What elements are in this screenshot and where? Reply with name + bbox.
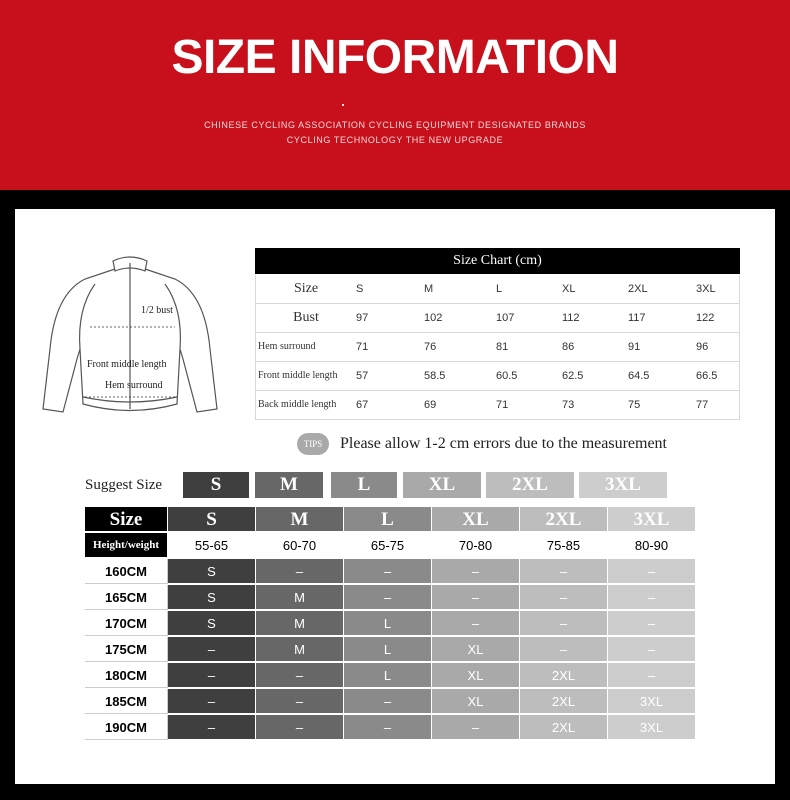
fit-cell: XL (432, 663, 520, 688)
size-column-header: L (344, 507, 432, 532)
size-column-header: S (168, 507, 256, 532)
fit-cell: – (344, 715, 432, 740)
fit-cell: – (256, 715, 344, 740)
size-chart-cell: 117 (628, 312, 646, 324)
fit-cell: 2XL (520, 689, 608, 714)
hem-label: Hem surround (105, 380, 163, 391)
fit-cell: – (432, 559, 520, 584)
front-length-label: Front middle length (87, 359, 167, 370)
size-chart-cell: XL (562, 283, 576, 295)
height-label: 190CM (85, 715, 168, 740)
fit-cell: – (432, 715, 520, 740)
size-chart-cell: 69 (424, 399, 437, 411)
size-chart-cell: 3XL (696, 283, 716, 295)
size-chart-cell: 107 (496, 312, 515, 324)
fit-cell: – (168, 715, 256, 740)
suggest-size-2xl: 2XL (486, 472, 574, 498)
size-chart-table (255, 275, 740, 420)
weight-range: 60-70 (256, 533, 344, 558)
fit-cell: M (256, 585, 344, 610)
fit-cell: – (608, 585, 696, 610)
size-chart-row (255, 275, 740, 304)
size-chart-row-label: Hem surround (258, 341, 316, 352)
size-chart-cell: 60.5 (496, 370, 518, 382)
size-chart-cell: M (424, 283, 434, 295)
jersey-illustration-icon (35, 249, 235, 419)
suggest-size-l: L (331, 472, 397, 498)
banner-subtitle-2: CYCLING TECHNOLOGY THE NEW UPGRADE (286, 135, 504, 145)
height-label: 180CM (85, 663, 168, 688)
size-chart-row (255, 391, 740, 420)
size-column-header: 2XL (520, 507, 608, 532)
size-chart-cell: S (356, 283, 364, 295)
fit-cell: XL (432, 689, 520, 714)
size-column-header: XL (432, 507, 520, 532)
height-label: 160CM (85, 559, 168, 584)
size-chart-cell: 102 (424, 312, 443, 324)
fit-cell: – (168, 663, 256, 688)
fit-cell: – (344, 585, 432, 610)
size-chart-cell: 66.5 (696, 370, 718, 382)
size-chart-row-label: Back middle length (258, 399, 337, 410)
fit-cell: – (608, 611, 696, 636)
fit-cell: 2XL (520, 715, 608, 740)
size-column-header: 3XL (608, 507, 696, 532)
fit-cell: M (256, 611, 344, 636)
size-chart-cell: 71 (496, 399, 509, 411)
size-panel (15, 209, 775, 784)
size-header: Size (85, 507, 168, 532)
fit-cell: S (168, 611, 256, 636)
banner-subtitle-1: CHINESE CYCLING ASSOCIATION CYCLING EQUIPMENT DESIGNATED BRANDS (204, 120, 586, 130)
size-chart-cell: 62.5 (562, 370, 584, 382)
fit-cell: – (608, 663, 696, 688)
fit-cell: – (256, 689, 344, 714)
suggest-size-m: M (255, 472, 323, 498)
header-banner (0, 0, 790, 193)
fit-cell: – (520, 637, 608, 662)
size-chart-cell: 91 (628, 341, 641, 353)
size-chart-row (255, 333, 740, 362)
fit-cell: S (168, 585, 256, 610)
fit-cell: 3XL (608, 715, 696, 740)
suggest-size-xl: XL (403, 472, 481, 498)
height-weight-header: Height/weight (85, 533, 168, 558)
bust-label: 1/2 bust (141, 305, 173, 316)
size-chart-cell: 71 (356, 341, 369, 353)
size-chart-cell: 75 (628, 399, 641, 411)
size-chart-cell: 76 (424, 341, 437, 353)
height-label: 165CM (85, 585, 168, 610)
height-label: 175CM (85, 637, 168, 662)
tips-icon: TIPS (297, 433, 329, 455)
fit-cell: – (520, 559, 608, 584)
fit-cell: – (344, 559, 432, 584)
size-chart-cell: 97 (356, 312, 369, 324)
fit-cell: XL (432, 637, 520, 662)
fit-cell: – (168, 689, 256, 714)
size-chart-row-label: Bust (293, 310, 319, 325)
fit-cell: – (520, 611, 608, 636)
suggest-size-label: Suggest Size (85, 477, 163, 493)
weight-range: 65-75 (344, 533, 432, 558)
size-chart-row-label: Front middle length (258, 370, 338, 381)
fit-cell: – (256, 559, 344, 584)
fit-cell: – (168, 637, 256, 662)
weight-range: 70-80 (432, 533, 520, 558)
size-chart-cell: 77 (696, 399, 709, 411)
size-chart-cell: 73 (562, 399, 575, 411)
size-chart-cell: 81 (496, 341, 509, 353)
fit-cell: M (256, 637, 344, 662)
size-chart-row (255, 304, 740, 333)
size-chart-cell: 2XL (628, 283, 648, 295)
fit-cell: 3XL (608, 689, 696, 714)
fit-cell: – (256, 663, 344, 688)
size-chart-cell: 112 (562, 312, 580, 324)
height-label: 170CM (85, 611, 168, 636)
size-chart-cell: 122 (696, 312, 715, 324)
weight-range: 55-65 (168, 533, 256, 558)
weight-range: 75-85 (520, 533, 608, 558)
fit-cell: L (344, 611, 432, 636)
size-chart-row-label: Size (293, 281, 319, 296)
size-chart-cell: L (496, 283, 503, 295)
fit-cell: – (344, 689, 432, 714)
size-chart-cell: 57 (356, 370, 369, 382)
fit-cell: L (344, 637, 432, 662)
page-title: SIZE INFORMATION (171, 31, 619, 84)
fit-cell: 2XL (520, 663, 608, 688)
size-chart-cell: 67 (356, 399, 369, 411)
fit-cell: L (344, 663, 432, 688)
decorative-dot (342, 104, 344, 106)
size-chart-title: Size Chart (cm) (255, 248, 740, 274)
size-chart-cell: 96 (696, 341, 709, 353)
height-label: 185CM (85, 689, 168, 714)
size-column-header: M (256, 507, 344, 532)
size-chart-row (255, 362, 740, 391)
size-chart-cell: 58.5 (424, 370, 446, 382)
size-chart-cell: 86 (562, 341, 575, 353)
suggest-size-s: S (183, 472, 249, 498)
size-chart-cell: 64.5 (628, 370, 650, 382)
fit-cell: S (168, 559, 256, 584)
fit-cell: – (608, 559, 696, 584)
fit-cell: – (432, 585, 520, 610)
tips-text: Please allow 1-2 cm errors due to the measurement (340, 435, 667, 452)
fit-cell: – (520, 585, 608, 610)
fit-cell: – (432, 611, 520, 636)
fit-cell: – (608, 637, 696, 662)
suggest-size-3xl: 3XL (579, 472, 667, 498)
weight-range: 80-90 (608, 533, 696, 558)
